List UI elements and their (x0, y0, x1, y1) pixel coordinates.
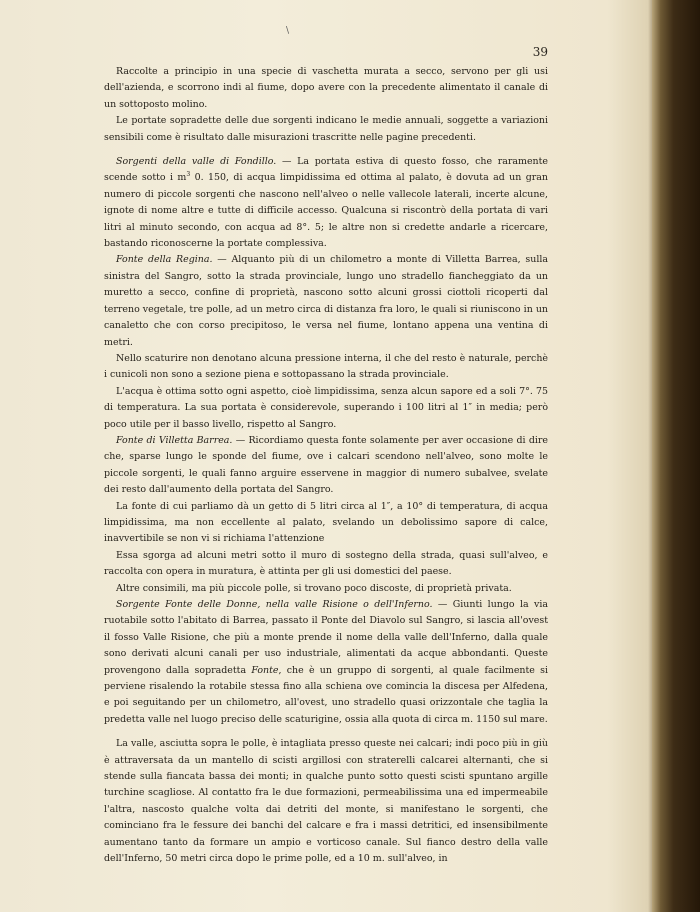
paragraph (104, 64, 548, 113)
text-run: — La portata estiva di questo fosso, che raramente scende sotto i m (104, 156, 548, 184)
text-run: La valle, asciutta sopra le polle, è intagliata presso queste nei calcari; indi poco più in giù è attraversata da un mantello di scisti argillosi con straterelli calcarei alternanti, che si stende sulla fiancata bassa dei monti; in qualche punto sotto questi scisti spuntano argille turchine scagliose. Al contatto fra le due formazioni, permeabilissima una ed impermeabile l'altra, nascosto qualche volta dai detriti del monte, si manifestano le sorgenti, che cominciano fra le fessure dei banchi del calcare e fra i massi detritici, ed insensibilmente aumentano tanto da formare un ampio e vorticoso canale. Sul fianco destro della valle dell'Inferno, 50 metri circa dopo le prime polle, ed a 10 m. sull'alveo, in (104, 738, 548, 865)
text-run: Altre consimili, ma più piccole polle, si trovano poco discoste, di proprietà privata. (116, 582, 512, 594)
text-run: — Alquanto più di un chilometro a monte di Villetta Barrea, sulla sinistra del Sangro, sotto la strada provinciale, lungo uno stradello fiancheggiato da un muretto a secco, confine di proprietà, nascono sotto alcuni grossi ciottoli ricoperti dal terreno vegetale, tre polle, ad un metro circa di distanza fra loro, le quali si riuniscono in un canaletto che con corso precipitoso, le versa nel fiume, lontano appena una ventina di metri. (104, 254, 548, 348)
italic-text: Sorgente Fonte delle Donne, nella valle Risione o dell'Inferno. (116, 599, 433, 610)
text-run: Nello scaturire non denotano alcuna pressione interna, il che del resto è naturale, perchè i cunicoli non sono a sezione piena e sottopassano la strada provinciale. (104, 352, 548, 381)
text-run: La fonte di cui parliamo dà un getto di 5 litri circa al 1″, a 10° di temperatura, di acqua limpidissima, ma non eccellente al palato, svelando un debolissimo sapore di calce, inavvertibile se non vi si richiama l'attenzione (104, 500, 548, 545)
paragraph (104, 384, 548, 433)
book-gutter (652, 0, 700, 912)
text-run: Le portate sopradette delle due sorgenti indicano le medie annuali, soggette a variazioni sensibili come è risultato dalle misurazioni trascritte nelle pagine precedenti. (104, 115, 548, 143)
text-run: Raccolte a principio in una specie di vaschetta murata a secco, servono per gli usi dell'azienda, e scorrono indi al fiume, dopo avere con la precedente alimentato il canale di un sottoposto molino. (104, 66, 548, 110)
paragraph (104, 351, 548, 384)
text-run: 0. 150, di acqua limpidissima ed ottima al palato, è dovuta ad un gran numero di piccole sorgenti che nascono nell'alveo o nelle vallecole laterali, incerte alcune, ignote di nome altre e tutte di difficile accesso. Qualcuna si riscontrò della portata di vari litri al minuto secondo, con acqua ad 8°. 5; le altre non si credette andarle a ricercare, bastando riconoscerne la portate complessiva. (104, 172, 548, 250)
margin-mark: \ (286, 26, 290, 36)
text-run: — Giunti lungo la via ruotabile sotto l'abitato di Barrea, passato il Ponte del Diavolo sul Sangro, si lascia all'ovest il fosso Valle Risione, che più a monte prende il nome della valle dell'Inferno, dalla quale sono derivati alcuni canali per uso industriale, alimentati da acque abbondanti. Queste provengono dalla sopradetta (104, 599, 548, 676)
italic-text: Fonte (251, 664, 279, 676)
italic-text: Sorgenti della valle di Fondillo. (116, 156, 277, 168)
paragraph (104, 499, 548, 548)
italic-text: Fonte della Regina. (116, 254, 213, 266)
paragraph (104, 581, 548, 597)
paragraph (104, 548, 548, 581)
superscript: 3 (186, 171, 191, 179)
page-number: 39 (532, 45, 548, 59)
text-run: , che è un gruppo di sorgenti, al quale facilmente si perviene risalendo la rotabile stessa fino alla schiena ove comincia la discesa per Alfedena, e poi seguitando per un chilometro, all'ovest, uno stradello quasi orizzontale che taglia la predetta valle nel luogo preciso delle scaturigine, ossia alla quota di circa m. 1150 sul mare. (104, 664, 548, 725)
paragraph (104, 597, 548, 728)
text-run: Essa sgorga ad alcuni metri sotto il muro di sostegno della strada, quasi sull'alveo, e raccolta con opera in muratura, è attinta per gli usi domestici del paese. (104, 549, 548, 578)
italic-text: Fonte di Villetta Barrea. (116, 434, 233, 446)
paragraph (104, 736, 548, 867)
paragraph (104, 154, 548, 252)
paragraph (104, 113, 548, 146)
text-run: — Ricordiamo questa fonte solamente per aver occasione di dire che, sparse lungo le sponde del fiume, ove i calcari scendono nell'alveo, sono molte le piccole sorgenti, le quali fanno arguire esservene in maggior di numero subalvee, svelate dei resto dall'aumento della portata del Sangro. (104, 434, 548, 496)
paragraph (104, 433, 548, 499)
paragraph (104, 252, 548, 350)
text-run: L'acqua è ottima sotto ogni aspetto, cioè limpidissima, senza alcun sapore ed a soli 7°. 75 di temperatura. La sua portata è considerevole, superando i 100 litri al 1″ in media; però poco utile per il basso livello, rispetto al Sangro. (104, 385, 548, 430)
body-text (104, 64, 548, 868)
